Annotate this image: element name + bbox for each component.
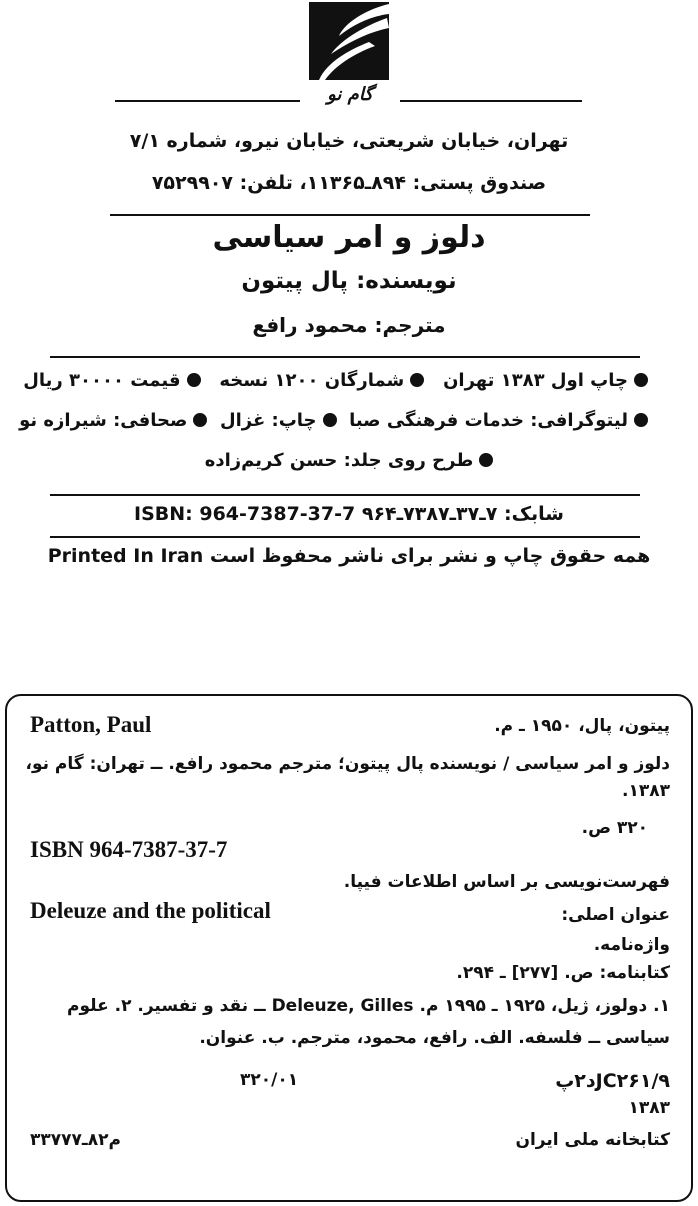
- divider: [110, 214, 590, 216]
- book-title: دلوز و امر سیاسی: [212, 220, 486, 255]
- rights-line: همه حقوق چاپ و نشر برای ناشر محفوظ است Printed In Iran: [47, 545, 651, 567]
- binder: صحافی: شیرازه نو: [19, 410, 207, 431]
- divider: [400, 100, 582, 102]
- publisher-logo-text: گام نو: [327, 84, 373, 105]
- catalog-subjects-2: سیاسی ــ فلسفه. الف. رافع، محمود، مترجم. ب. عنوان.: [199, 1028, 670, 1048]
- catalog-original-title: Deleuze and the political: [30, 898, 271, 923]
- printer: چاپ: غزال: [220, 410, 337, 431]
- isbn-line: شابک: ۷ـ۳۷ـ۷۳۸۷ـ۹۶۴ ISBN: 964-7387-37-7: [134, 503, 564, 525]
- catalog-author-en: Patton, Paul: [30, 712, 152, 737]
- lithography: لیتوگرافی: خدمات فرهنگی صبا: [349, 410, 648, 431]
- divider: [50, 494, 640, 496]
- catalog-title-statement: دلوز و امر سیاسی / نویسنده پال پیتون؛ مترجم محمود رافع. ــ تهران: گام نو،: [25, 754, 670, 774]
- catalog-isbn: ISBN 964-7387-37-7: [30, 837, 228, 862]
- catalog-year: ۱۳۸۳.: [622, 781, 670, 801]
- book-translator: مترجم: محمود رافع: [252, 313, 446, 337]
- book-author: نویسنده: پال پیتون: [241, 268, 457, 294]
- divider: [115, 100, 300, 102]
- print-edition: چاپ اول ۱۳۸۳ تهران: [443, 370, 648, 391]
- details-line-3: [0, 450, 698, 471]
- price: قیمت ۳۰۰۰۰ ریال: [23, 370, 200, 391]
- catalog-subjects-1: ۱. دولوز، ژیل، ۱۹۲۵ ـ ۱۹۹۵ م. Deleuze, Gilles ــ نقد و تفسیر. ۲. علوم: [67, 996, 670, 1016]
- catalog-pages: ۳۲۰ ص.: [581, 818, 648, 838]
- catalog-dewey: ۳۲۰/۰۱: [240, 1070, 299, 1090]
- details-line-1: [23, 370, 648, 391]
- catalog-author-fa: پیتون، پال، ۱۹۵۰ ـ م.: [494, 716, 670, 736]
- catalog-library: کتابخانه ملی ایران: [515, 1130, 670, 1150]
- catalog-glossary: واژه‌نامه.: [593, 935, 670, 955]
- divider: [50, 536, 640, 538]
- publisher-postal: صندوق پستی: ۸۹۴ـ۱۱۳۶۵، تلفن: ۷۵۲۹۹۰۷: [151, 172, 547, 194]
- publisher-address: تهران، خیابان شریعتی، خیابان نیرو، شماره ۷/۱: [129, 130, 569, 152]
- publisher-logo: [309, 2, 389, 80]
- cover-designer: طرح روی جلد: حسن کریم‌زاده: [205, 450, 494, 471]
- catalog-library-number: م۸۲ـ۳۳۷۷۷: [30, 1130, 121, 1150]
- print-run: شمارگان ۱۲۰۰ نسخه: [219, 370, 424, 391]
- divider: [50, 356, 640, 358]
- catalog-cataloging-note: فهرست‌نویسی بر اساس اطلاعات فیپا.: [343, 872, 670, 892]
- catalog-lc-year: ۱۳۸۳: [628, 1098, 670, 1118]
- details-line-2: [19, 410, 648, 431]
- catalog-bibliography: کتابنامه: ص. [۲۷۷] ـ ۲۹۴.: [456, 963, 670, 983]
- catalog-lc-class: JC۲۶۱/۹د۲پ: [555, 1070, 670, 1092]
- catalog-original-title-label: عنوان اصلی:: [561, 905, 670, 925]
